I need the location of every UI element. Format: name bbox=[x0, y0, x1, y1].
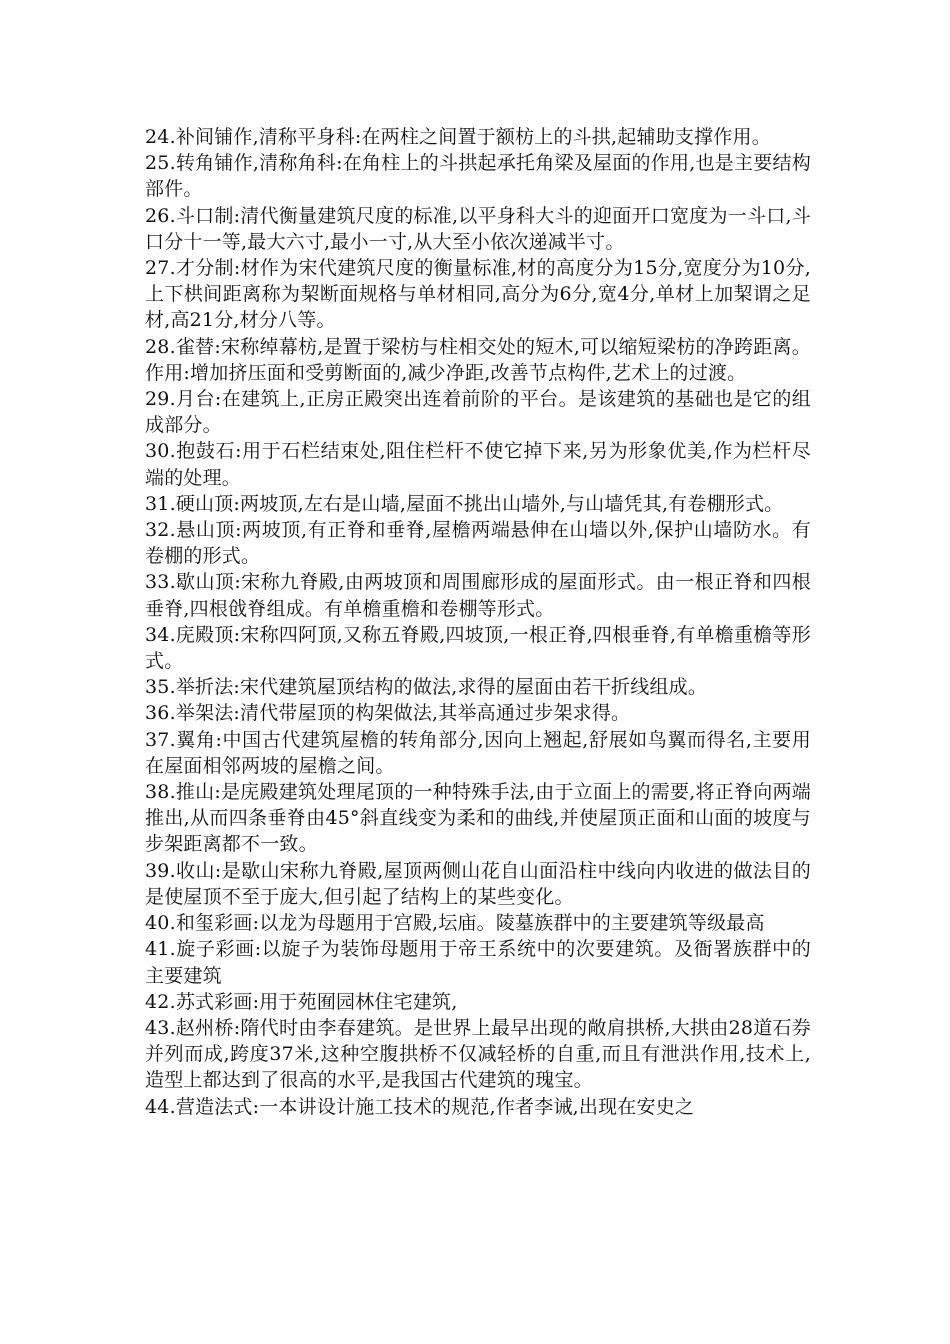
glossary-entry-43: 43.赵州桥:隋代时由李春建筑。是世界上最早出现的敞肩拱桥,大拱由28道石券并列而成,跨度37米,这种空腹拱桥不仅减轻桥的自重,而且有泄洪作用,技术上,造型上都达到了很高的水平,是我国古代建筑的瑰宝。 bbox=[145, 1016, 811, 1092]
glossary-entry-35: 35.举折法:宋代建筑屋顶结构的做法,求得的屋面由若干折线组成。 bbox=[145, 676, 708, 699]
glossary-entry-27: 27.才分制:材作为宋代建筑尺度的衡量标准,材的高度分为15分,宽度分为10分,上下栱间距离称为栔断面规格与单材相同,高分为6分,宽4分,单材上加栔谓之足材,高21分,材分八等。 bbox=[145, 257, 811, 332]
glossary-entry-39: 39.收山:是歇山宋称九脊殿,屋顶两侧山花自山面沿柱中线向内收进的做法目的是使屋顶不至于庞大,但引起了结构上的某些变化。 bbox=[145, 859, 811, 908]
glossary-entry-31: 31.硬山顶:两坡顶,左右是山墙,屋面不挑出山墙外,与山墙凭其,有卷棚形式。 bbox=[145, 492, 784, 515]
glossary-entry-28: 28.雀替:宋称绰幕枋,是置于梁枋与柱相交处的短木,可以缩短梁枋的净跨距离。作用:增加挤压面和受剪断面的,减少净距,改善节点构件,艺术上的过渡。 bbox=[145, 335, 811, 384]
glossary-entry-38: 38.推山:是庑殿建筑处理尾顶的一种特殊手法,由于立面上的需要,将正脊向两端推出,从而四条垂脊由45°斜直线变为柔和的曲线,并使屋顶正面和山面的坡度与步架距离都不一致。 bbox=[145, 781, 811, 856]
glossary-entry-29: 29.月台:在建筑上,正房正殿突出连着前阶的平台。是该建筑的基础也是它的组成部分。 bbox=[145, 388, 811, 437]
glossary-entry-25: 25.转角铺作,清称角科:在角柱上的斗拱起承托角梁及屋面的作用,也是主要结构部件。 bbox=[145, 152, 811, 201]
glossary-text bbox=[145, 124, 811, 1120]
glossary-entry-41: 41.旋子彩画:以旋子为装饰母题用于帝王系统中的次要建筑。及衙署族群中的主要建筑 bbox=[145, 938, 811, 987]
glossary-entry-37: 37.翼角:中国古代建筑屋檐的转角部分,因向上翘起,舒展如鸟翼而得名,主要用在屋面相邻两坡的屋檐之间。 bbox=[145, 728, 811, 777]
glossary-entry-33: 33.歇山顶:宋称九脊殿,由两坡顶和周围廊形成的屋面形式。由一根正脊和四根垂脊,四根戗脊组成。有单檐重檐和卷棚等形式。 bbox=[145, 571, 811, 620]
glossary-entry-34: 34.庑殿顶:宋称四阿顶,又称五脊殿,四坡顶,一根正脊,四根垂脊,有单檐重檐等形式。 bbox=[145, 623, 811, 673]
glossary-entry-36: 36.举架法:清代带屋顶的构架做法,其举高通过步架求得。 bbox=[145, 702, 631, 725]
glossary-entry-30: 30.抱鼓石:用于石栏结束处,阻住栏杆不使它掉下来,另为形象优美,作为栏杆尽端的处理。 bbox=[145, 440, 811, 489]
glossary-entry-24: 24.补间铺作,清称平身科:在两柱之间置于额枋上的斗拱,起辅助支撑作用。 bbox=[145, 126, 771, 148]
glossary-entry-40: 40.和玺彩画:以龙为母题用于宫殿,坛庙。陵墓族群中的主要建筑等级最高 bbox=[145, 912, 765, 935]
glossary-entry-44: 44.营造法式:一本讲设计施工技术的规范,作者李诫,出现在安史之 bbox=[145, 1095, 695, 1118]
glossary-entry-26: 26.斗口制:清代衡量建筑尺度的标准,以平身科大斗的迎面开口宽度为一斗口,斗口分十一等,最大六寸,最小一寸,从大至小依次递减半寸。 bbox=[145, 204, 811, 253]
glossary-entry-32: 32.悬山顶:两坡顶,有正脊和垂脊,屋檐两端悬伸在山墙以外,保护山墙防水。有卷棚的形式。 bbox=[145, 519, 811, 568]
glossary-entry-42: 42.苏式彩画:用于苑囿园林住宅建筑, bbox=[145, 990, 458, 1013]
